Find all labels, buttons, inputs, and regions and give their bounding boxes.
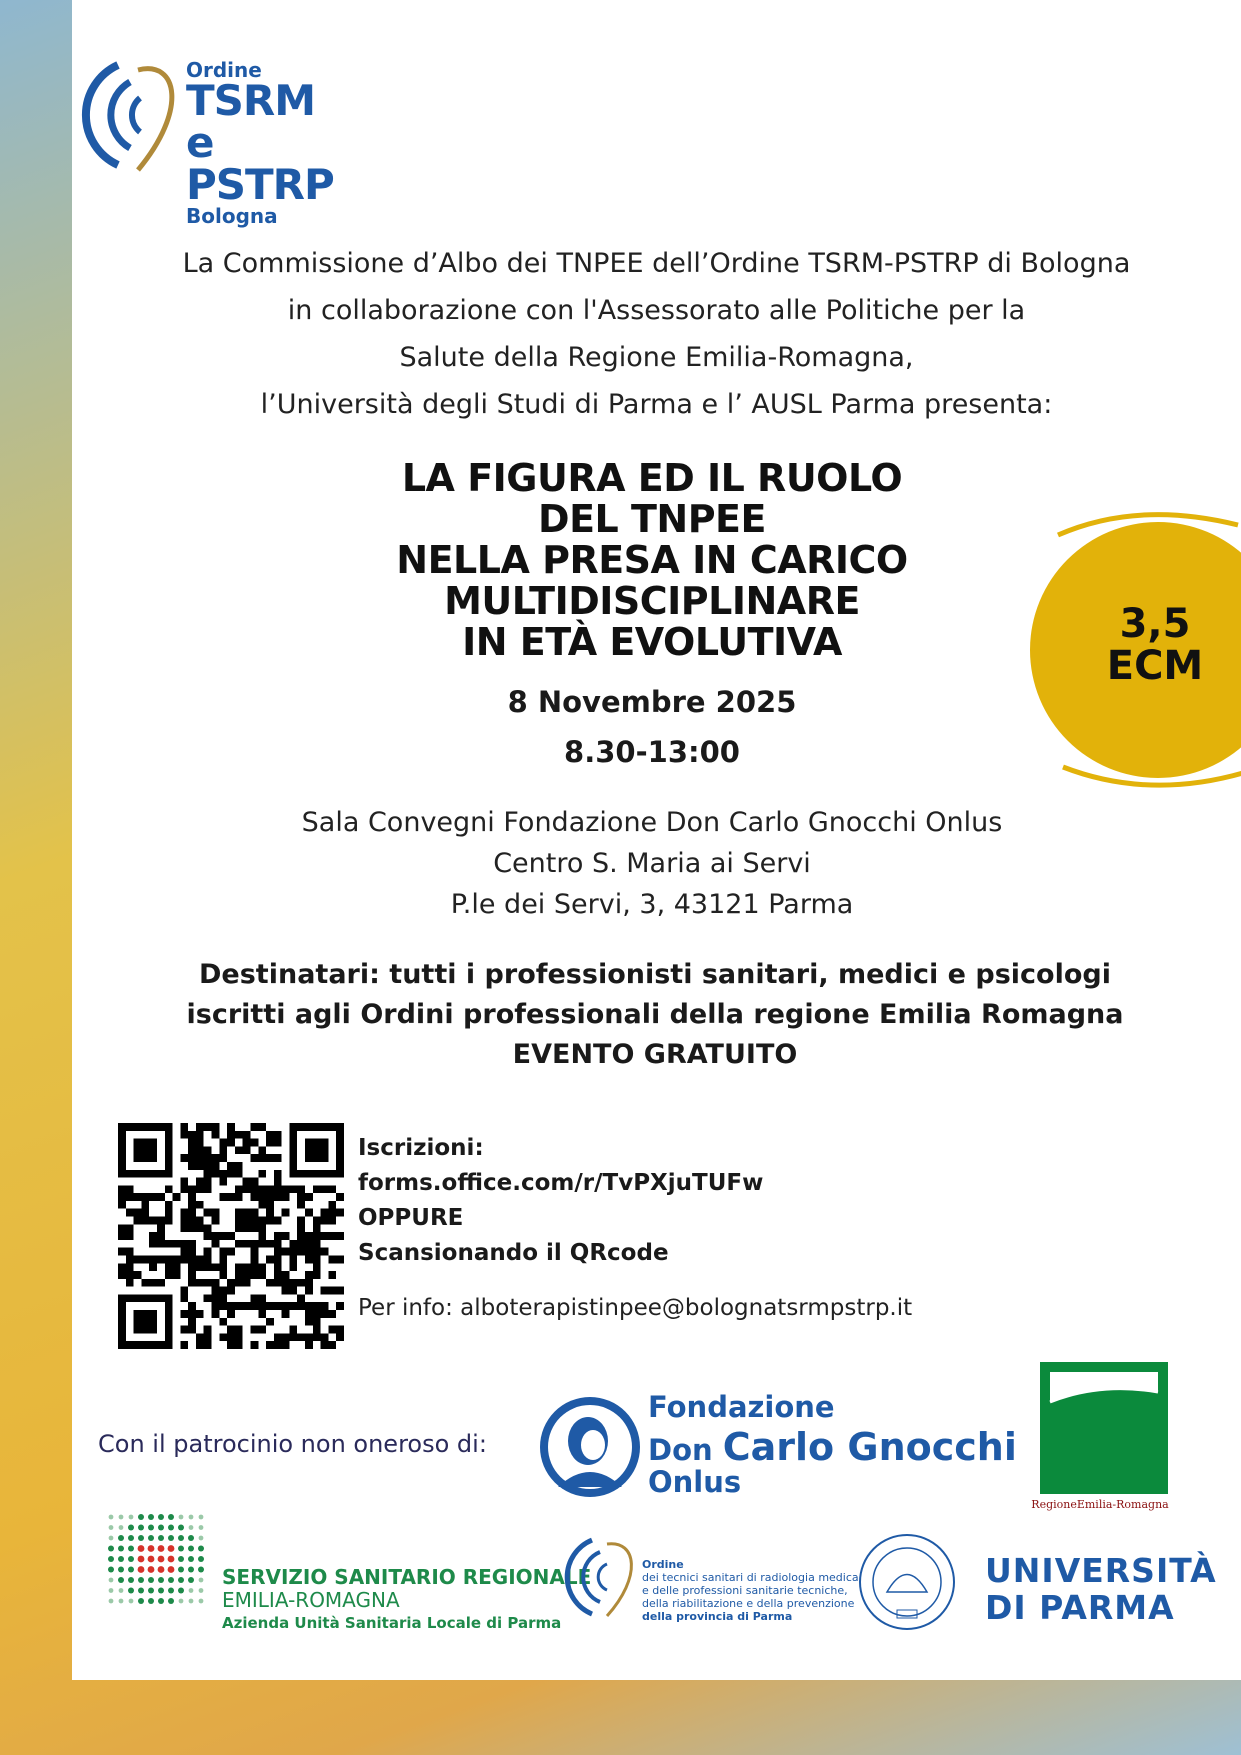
event-venue	[72, 802, 1232, 925]
gnocchi-line3: Onlus	[648, 1465, 742, 1499]
ordine-parma-line: della provincia di Parma	[642, 1610, 793, 1623]
gnocchi-logo-text	[648, 1390, 1017, 1499]
unipr-line1: UNIVERSITÀ	[985, 1551, 1217, 1590]
ordine-parma-line: della riabilitazione e della prevenzione	[642, 1597, 855, 1610]
ordine-parma-arcs-icon	[562, 1532, 637, 1622]
registration-qr-hint: Scansionando il QRcode	[358, 1240, 669, 1266]
regione-emilia-romagna-logo	[1040, 1362, 1168, 1512]
ecm-label: ECM	[1106, 643, 1204, 689]
logo-line3: PSTRP	[186, 160, 334, 209]
title-line: NELLA PRESA IN CARICO	[396, 538, 908, 582]
ordine-parma-line: dei tecnici sanitari di radiologia medica	[642, 1571, 859, 1584]
title-line: IN ETÀ EVOLUTIVA	[462, 620, 842, 664]
audience-line: Destinatari: tutti i professionisti sanitari, medici e psicologi	[199, 959, 1111, 990]
logo-line2: TSRM e	[186, 76, 316, 167]
intro-line: Salute della Regione Emilia-Romagna,	[399, 342, 914, 373]
venue-line: P.le dei Servi, 3, 43121 Parma	[450, 889, 854, 920]
event-date: 8 Novembre 2025	[507, 685, 797, 719]
ssr-line3: Azienda Unità Sanitaria Locale di Parma	[222, 1614, 562, 1632]
registration-heading: Iscrizioni:	[358, 1135, 484, 1161]
intro-line: La Commissione d’Albo dei TNPEE dell’Ordine TSRM-PSTRP di Bologna	[182, 248, 1131, 279]
title-line: DEL TNPEE	[538, 497, 766, 541]
registration-or: OPPURE	[358, 1205, 464, 1231]
ssr-line2: EMILIA-ROMAGNA	[222, 1588, 400, 1612]
gnocchi-line2a: Don	[648, 1433, 713, 1467]
intro-line: l’Università degli Studi di Parma e l’ AUSL Parma presenta:	[260, 389, 1053, 420]
intro-line: in collaborazione con l'Assessorato alle Politiche per la	[287, 295, 1026, 326]
registration-link[interactable]: forms.office.com/r/TvPXjuTUFw	[358, 1170, 764, 1196]
title-line: MULTIDISCIPLINARE	[444, 579, 860, 623]
venue-line: Centro S. Maria ai Servi	[493, 848, 811, 879]
rer-label: RegioneEmilia-Romagna	[1031, 1498, 1169, 1511]
audience-line: iscritti agli Ordini professionali della regione Emilia Romagna	[186, 999, 1124, 1030]
event-time: 8.30-13:00	[564, 735, 740, 769]
unipr-logo-text	[985, 1552, 1217, 1626]
event-audience	[72, 955, 1238, 1075]
free-event-label: EVENTO GRATUITO	[512, 1039, 798, 1070]
ssr-logo-text	[222, 1566, 591, 1632]
title-line: LA FIGURA ED IL RUOLO	[401, 456, 903, 500]
venue-line: Sala Convegni Fondazione Don Carlo Gnocchi Onlus	[301, 807, 1003, 838]
gnocchi-line1: Fondazione	[648, 1390, 835, 1424]
ordine-tsrm-logo	[78, 50, 334, 228]
registration-block	[358, 1131, 763, 1271]
patronage-label: Con il patrocinio non oneroso di:	[98, 1430, 487, 1458]
unipr-seal-icon	[857, 1532, 957, 1632]
ssr-dots-icon	[106, 1512, 206, 1607]
info-email[interactable]: Per info: alboterapistinpee@bolognatsrmpstrp.it	[358, 1295, 913, 1321]
logo-line4: Bologna	[186, 204, 278, 228]
ecm-value: 3,5	[1119, 601, 1191, 647]
gnocchi-portrait-icon	[538, 1395, 642, 1499]
ordine-parma-line: e delle professioni sanitarie tecniche,	[642, 1584, 848, 1597]
ordine-parma-text	[642, 1558, 859, 1623]
gnocchi-line2b: Carlo Gnocchi	[722, 1425, 1017, 1469]
ecm-badge-text	[1075, 603, 1235, 687]
ssr-line1: SERVIZIO SANITARIO REGIONALE	[222, 1565, 592, 1589]
intro-paragraph	[72, 240, 1241, 428]
qr-code[interactable]	[118, 1123, 344, 1349]
unipr-line2: DI PARMA	[985, 1588, 1175, 1627]
ordine-parma-line: Ordine	[642, 1558, 684, 1571]
ordine-arcs-icon	[78, 50, 188, 180]
logo-line1: Ordine	[186, 58, 262, 82]
